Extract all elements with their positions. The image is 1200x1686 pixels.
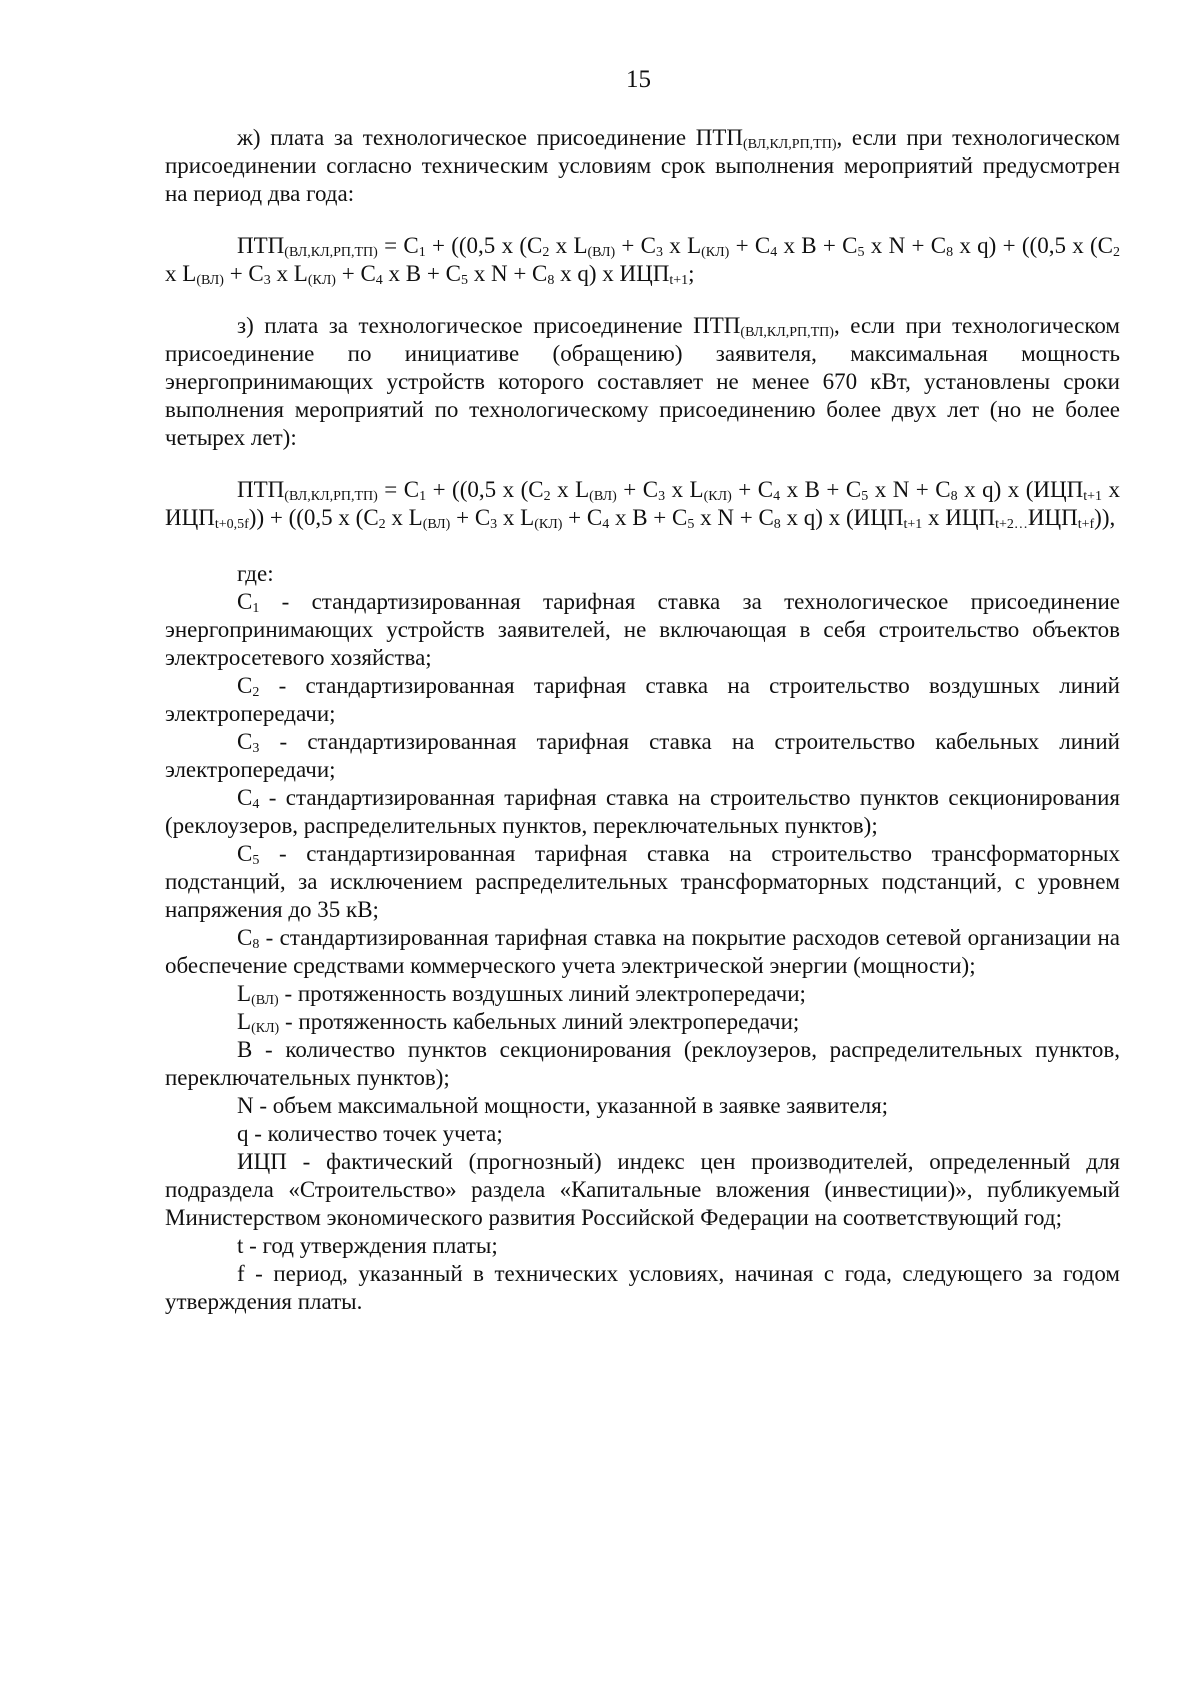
definition-c2: $С_2$ - стандартизированная тарифная ставка на строительство воздушных линий электропередачи; [165, 673, 1120, 726]
definition-c3: $С_3$ - стандартизированная тарифная ставка на строительство кабельных линий электропередачи; [165, 729, 1120, 782]
page-number: 15 [626, 66, 651, 93]
definition-f: f - период, указанный в технических условиях, начиная с года, следующего за годом утверждения платы. [165, 1261, 1120, 1314]
definition-t: t - год утверждения платы; [237, 1233, 498, 1258]
definition-c8: $С_8$ - стандартизированная тарифная ставка на покрытие расходов сетевой организации на обеспечение средствами коммерческого учета электрической энергии (мощности); [165, 925, 1120, 978]
definition-c1: $С_1$ - стандартизированная тарифная ставка за технологическое присоединение энергопринимающих устройств заявителей, не включающая в себя строительство объектов электросетевого хозяйства; [165, 589, 1120, 670]
definition-l-kl: $L_{(КЛ)}$ - протяженность кабельных линий электропередачи; [237, 1009, 800, 1036]
definition-icp: ИЦП - фактический (прогнозный) индекс цен производителей, определенный для подраздела «Строительство» раздела «Капитальные вложения (инвестиции)», публикуемый Министерством экономического развития Российской Федерации на соответствующий год; [165, 1149, 1120, 1230]
paragraph-zh: ж) плата за технологическое присоединение $ПТП_{(ВЛ,КЛ,РП,ТП)}$, если при технологическом присоединении согласно техническим условиям срок выполнения мероприятий предусмотрен на период два года: [165, 125, 1120, 206]
definition-q: q - количество точек учета; [237, 1121, 503, 1146]
definition-c5: $С_5$ - стандартизированная тарифная ставка на строительство трансформаторных подстанций, за исключением распределительных трансформаторных подстанций, с уровнем напряжения до 35 кВ; [165, 841, 1120, 922]
paragraph-z: з) плата за технологическое присоединение $ПТП_{(ВЛ,КЛ,РП,ТП)}$, если при технологическом присоединение по инициативе (обращению) заявителя, максимальная мощность энергопринимающих устройств которого составляет не менее 670 кВт, установлены сроки выполнения мероприятий по технологическому присоединению более двух лет (но не более четырех лет): [165, 313, 1120, 450]
definition-b: В - количество пунктов секционирования (реклоузеров, распределительных пунктов, переключательных пунктов); [165, 1037, 1120, 1090]
definition-n: N - объем максимальной мощности, указанной в заявке заявителя; [237, 1093, 889, 1118]
definition-l-vl: $L_{(ВЛ)}$ - протяженность воздушных линий электропередачи; [237, 981, 806, 1008]
definition-c4: $С_4$ - стандартизированная тарифная ставка на строительство пунктов секционирования (реклоузеров, распределительных пунктов, переключательных пунктов); [165, 785, 1120, 838]
formula-zh: $ПТП_{(ВЛ,КЛ,РП,ТП)} = С_1 + ((0,5$ х ($С_2$ х $L_{(ВЛ)} + С_3$ х $L_{(КЛ)} + С_4$ х $В + С_5$ х $N + С_8$ х q) + ((0,5 х ($С_2$ х $L_{(ВЛ)} + С_3$ х $L_{(КЛ)} + С_4$ х $В + С_5$ х $N + С_8$ х q) х $ИЦП_{t+1}$; [165, 233, 1121, 288]
document-body [165, 124, 1120, 1316]
gde-label: где: [237, 561, 274, 586]
formula-z: $ПТП_{(ВЛ,КЛ,РП,ТП)} = С_1 + ((0,5$ х ($С_2$ х $L_{(ВЛ)} + С_3$ х $L_{(КЛ)} + С_4$ х $В + С_5$ х $N + С_8$ х q) х ($ИЦП_{t+1}$ х $ИЦП_{t+0,5f})) + ((0,5$ х ($С_2$ х $L_{(ВЛ)} + С_3$ х $L_{(КЛ)} + С_4$ х $В + С_5$ х $N + С_8$ х q) х ($ИЦП_{t+1}$ х $ИЦП_{t+2\dots}ИЦП_{t+f}$)), [165, 477, 1121, 532]
